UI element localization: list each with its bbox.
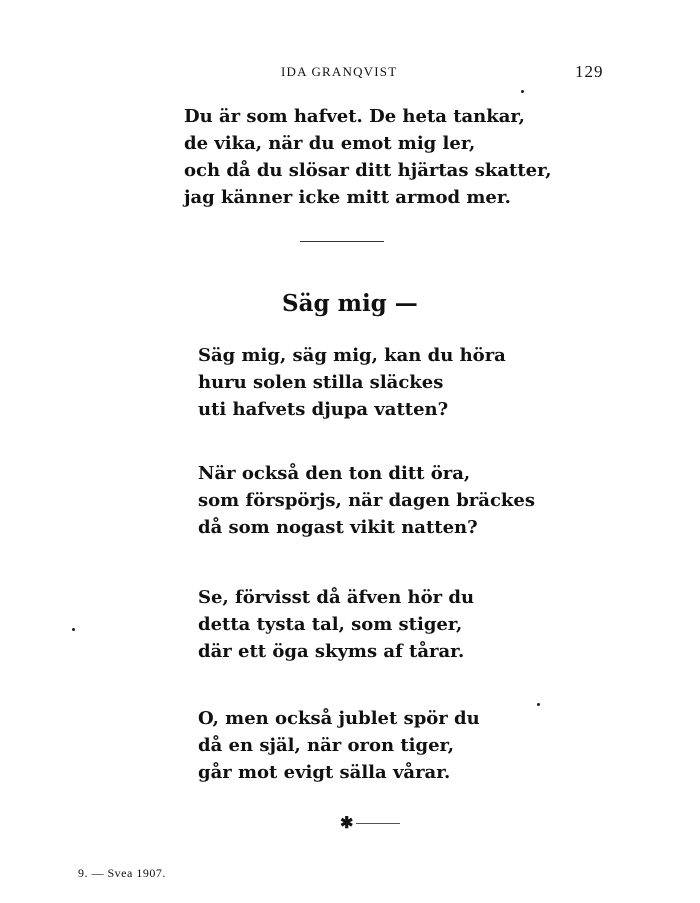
verse-line: som förspörjs, när dagen bräckes xyxy=(198,490,535,511)
verse-line: Se, förvisst då äfven hör du xyxy=(198,587,475,608)
verse-line: och då du slösar ditt hjärtas skatter, xyxy=(184,160,552,181)
verse-line: då en själ, när oron tiger, xyxy=(198,735,454,756)
print-speck xyxy=(537,703,540,706)
verse-line: O, men också jublet spör du xyxy=(198,708,480,729)
stanza-4 xyxy=(198,705,480,786)
verse-line: där ett öga skyms af tårar. xyxy=(198,641,465,662)
verse-line: då som nogast vikit natten? xyxy=(198,517,478,538)
section-divider xyxy=(300,241,384,242)
verse-line: Säg mig, säg mig, kan du höra xyxy=(198,345,506,366)
verse-line: När också den ton ditt öra, xyxy=(198,463,471,484)
print-speck xyxy=(72,628,75,631)
verse-line: går mot evigt sälla vårar. xyxy=(198,762,451,783)
verse-line: detta tysta tal, som stiger, xyxy=(198,614,463,635)
intro-stanza xyxy=(184,103,552,211)
ornament-rule xyxy=(356,823,400,824)
asterisk-ornament-icon: ✱ xyxy=(340,813,354,832)
verse-line: jag känner icke mitt armod mer. xyxy=(184,187,511,208)
page-number: 129 xyxy=(575,62,604,81)
verse-line: huru solen stilla släckes xyxy=(198,372,444,393)
verse-line: uti hafvets djupa vatten? xyxy=(198,399,449,420)
stanza-1 xyxy=(198,342,506,423)
signature-footer: 9. — Svea 1907. xyxy=(78,866,166,880)
stanza-2 xyxy=(198,460,535,541)
verse-line: de vika, när du emot mig ler, xyxy=(184,133,476,154)
print-speck xyxy=(521,90,524,93)
running-header: IDA GRANQVIST xyxy=(281,64,398,79)
stanza-3 xyxy=(198,584,474,665)
verse-line: Du är som hafvet. De heta tankar, xyxy=(184,106,525,127)
poem-title: Säg mig — xyxy=(282,290,418,317)
